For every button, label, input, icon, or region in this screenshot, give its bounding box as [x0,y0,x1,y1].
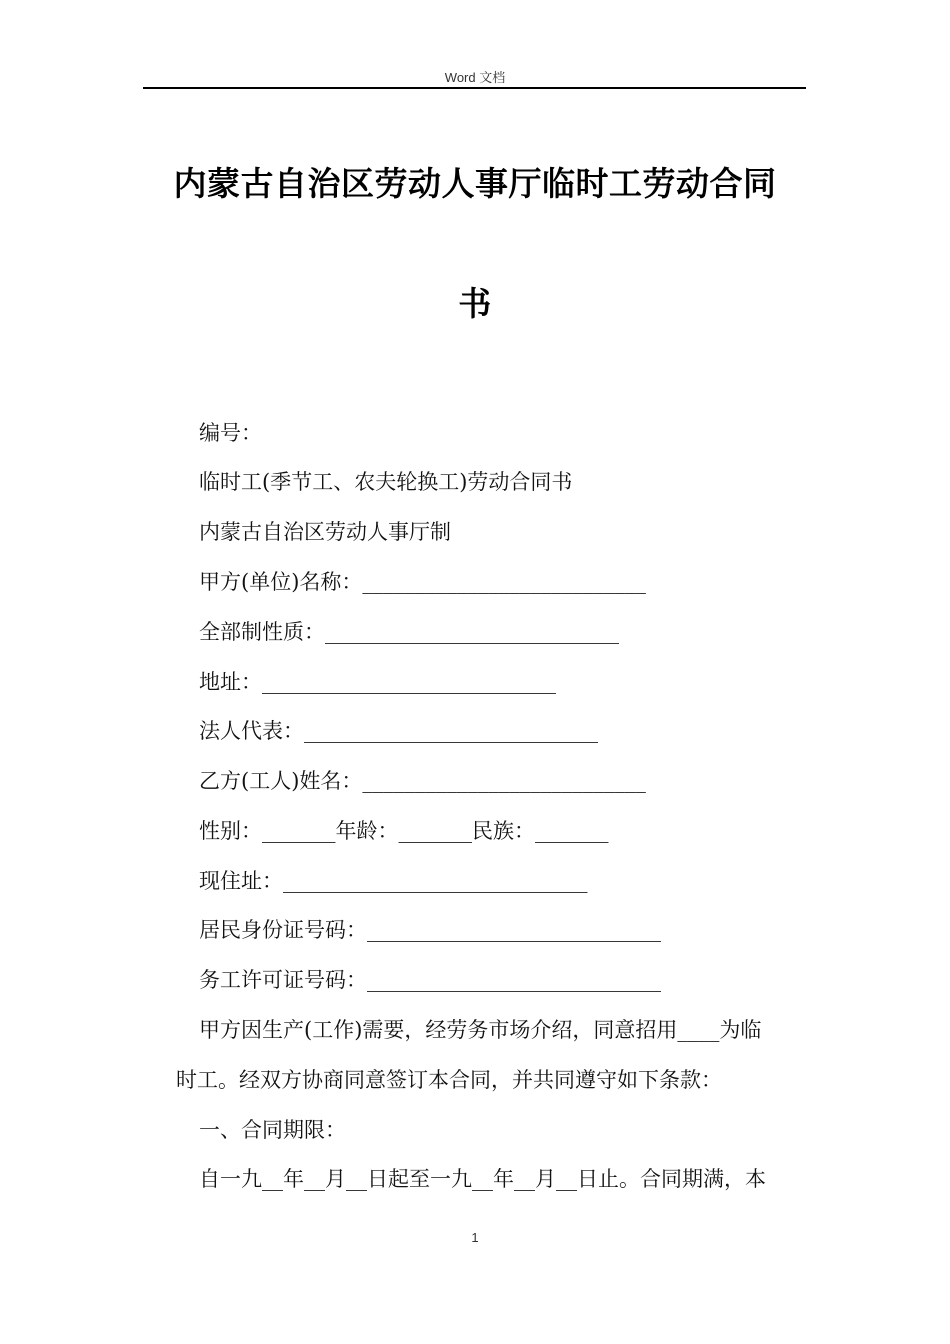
section-heading-contract-term: 一、合同期限： [199,1118,346,1142]
gender-age-ethnicity-fields: 性别：_______年龄：_______民族：_______ [199,819,609,843]
work-permit-field: 务工许可证号码：____________________________ [199,968,661,992]
id-number-field: 居民身份证号码：____________________________ [199,918,661,942]
serial-number-label: 编号： [199,421,262,445]
issuer-line: 内蒙古自治区劳动人事厅制 [199,520,451,544]
current-address-field: 现住址：_____________________________ [199,869,588,893]
legal-representative-field: 法人代表：____________________________ [199,719,598,743]
document-title-line-2: 书 [458,284,492,323]
page-header: Word 文档 [444,70,506,85]
party-a-name-field: 甲方(单位)名称：___________________________ [199,570,646,594]
header-rule [143,87,806,89]
contract-period-paragraph: 自一九__年__月__日起至一九__年__月__日止。合同期满，本 [199,1167,766,1191]
hiring-paragraph-continuation: 时工。经双方协商同意签订本合同，并共同遵守如下条款： [176,1068,722,1092]
document-title-line-1: 内蒙古自治区劳动人事厅临时工劳动合同 [173,164,777,203]
contract-type-line: 临时工(季节工、农夫轮换工)劳动合同书 [199,470,573,494]
hiring-paragraph: 甲方因生产(工作)需要，经劳务市场介绍，同意招用____为临 [199,1018,762,1042]
address-field: 地址：____________________________ [199,670,556,694]
ownership-type-field: 全部制性质：____________________________ [199,620,619,644]
party-b-name-field: 乙方(工人)姓名：___________________________ [199,769,646,793]
page-number: 1 [471,1230,479,1245]
